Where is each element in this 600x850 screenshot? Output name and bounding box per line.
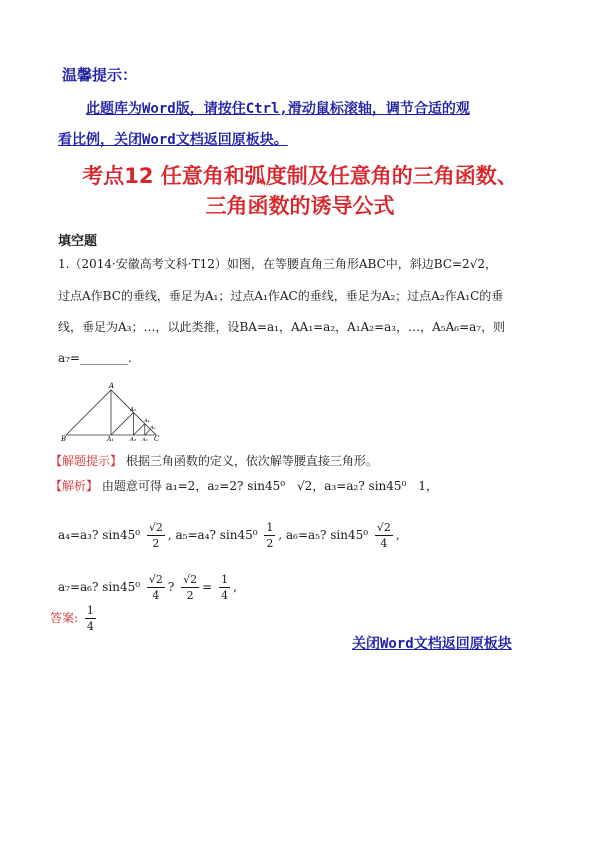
hint-text: 根据三角函数的定义，依次解等腰直接三角形。	[125, 454, 378, 468]
fraction-sqrt2-over-4: $\frac{√2}{4}$	[376, 521, 391, 550]
answer-label: 答案:	[50, 611, 79, 625]
label-a: A	[109, 382, 115, 390]
line-end-comma-2: ,	[233, 580, 237, 594]
fraction-sqrt2-over-2: $\frac{√2}{2}$	[148, 521, 163, 550]
tip-line-1: 此题库为Word版，请按住Ctrl,滑动鼠标滚轴，调节合适的观	[86, 101, 470, 117]
tip-line-2[interactable]: 看比例，关闭Word文档返回原板块。	[58, 132, 288, 148]
solution-label: 【解析】	[50, 479, 99, 493]
triangle-figure	[58, 380, 163, 442]
solution-line-1	[50, 477, 438, 494]
label-b: B	[61, 435, 67, 442]
tip-title: 温馨提示：	[62, 66, 138, 84]
label-a3: A₃	[130, 437, 137, 442]
label-a5: A₅	[142, 437, 148, 442]
problem-line-1: 1.（2014·安徽高考文科·T12）如图，在等腰直角三角形ABC中，斜边BC=2√2，	[58, 257, 497, 271]
expr-a7: a₇=a₆? sin45⁰	[58, 580, 141, 594]
label-a6: A₆	[150, 425, 156, 431]
line-end-comma: ,	[395, 528, 400, 542]
expr-a5: , a₅=a₄? sin45⁰	[167, 528, 258, 542]
fraction-sqrt2-over-2-b: $\frac{√2}{2}$	[183, 573, 198, 602]
solution-line-3	[58, 572, 237, 603]
problem-line-2: 过点A作BC的垂线，垂足为A₁；过点A₁作AC的垂线，垂足为A₂；过点A₂作A₁C的垂	[58, 289, 504, 303]
fraction-1-over-2: $\frac{1}{2}$	[266, 521, 274, 550]
equals-sign: =	[202, 580, 213, 594]
hint-line	[50, 452, 378, 469]
topic-heading-line-2: 三角函数的诱导公式	[205, 194, 395, 218]
solution-text-1: 由题意可得 a₁=2，a₂=2? sin45⁰ √2，a₃=a₂? sin45⁰ 1，	[101, 479, 438, 493]
hint-label: 【解题提示】	[50, 454, 123, 468]
solution-line-2	[58, 520, 400, 551]
label-a4: A₄	[144, 418, 150, 424]
topic-heading-line-1: 考点12 任意角和弧度制及任意角的三角函数、	[82, 164, 518, 188]
close-word-link[interactable]: 关闭Word文档返回原板块	[352, 636, 512, 652]
label-c: C	[154, 435, 160, 442]
label-a1: A₁	[107, 436, 114, 442]
fraction-sqrt2-over-4-b: $\frac{√2}{4}$	[148, 573, 163, 602]
answer-line	[50, 603, 99, 634]
expr-a6: , a₆=a₅? sin45⁰	[278, 528, 369, 542]
segment-a3-a4	[134, 424, 145, 435]
problem-line-3: 线，垂足为A₃；…，以此类推，设BA=a₁，AA₁=a₂，A₁A₂=a₃，…，A₅A₆=a₇，则	[58, 320, 506, 334]
segment-a1-a2	[111, 413, 134, 436]
problem-line-4: a₇=________.	[58, 351, 132, 365]
label-a2: A₂	[130, 407, 137, 413]
expr-a4: a₄=a₃? sin45⁰	[58, 528, 141, 542]
answer-fraction: $\frac{1}{4}$	[86, 604, 94, 633]
multiply-sign: ?	[167, 580, 175, 594]
section-title: 填空题	[58, 234, 98, 249]
fraction-1-over-4: $\frac{1}{4}$	[221, 573, 229, 602]
